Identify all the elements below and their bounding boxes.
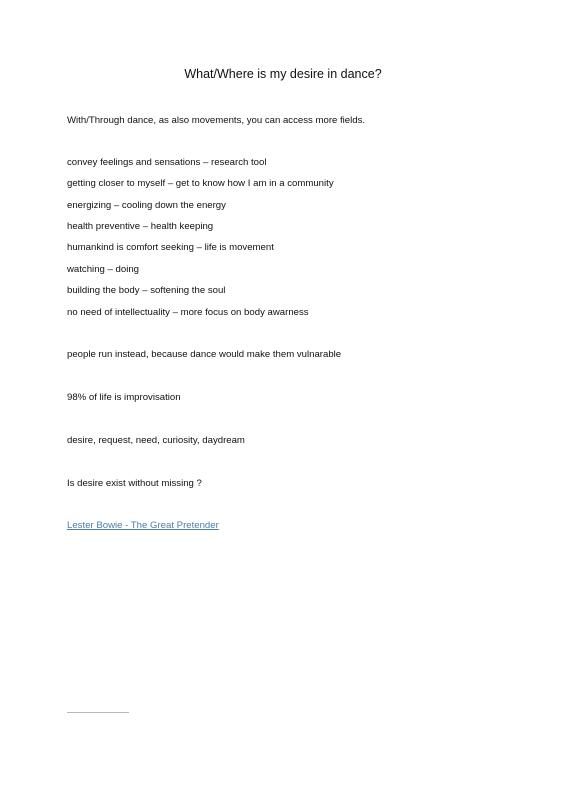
- list-item: energizing – cooling down the energy: [67, 200, 226, 211]
- list-item: health preventive – health keeping: [67, 221, 214, 232]
- footnote-mark-graphic: [67, 711, 129, 714]
- list-item: watching – doing: [67, 264, 140, 275]
- keywords-line: desire, request, need, curiosity, daydream: [67, 435, 245, 446]
- page-title: What/Where is my desire in dance?: [184, 67, 382, 81]
- question-line: Is desire exist without missing ?: [67, 478, 202, 489]
- list-item: convey feelings and sensations – research tool: [67, 157, 267, 168]
- statement-improvisation: 98% of life is improvisation: [67, 392, 181, 403]
- list-item: humankind is comfort seeking – life is movement: [67, 242, 274, 253]
- list-item: building the body – softening the soul: [67, 285, 226, 296]
- list-item: no need of intellectuality – more focus on body awarness: [67, 307, 309, 318]
- tiny-footnote-mark: [67, 711, 129, 714]
- statement-run: people run instead, because dance would make them vulnarable: [67, 349, 342, 360]
- intro-text: With/Through dance, as also movements, you can access more fields.: [67, 115, 366, 126]
- music-link[interactable]: Lester Bowie - The Great Pretender: [67, 520, 219, 531]
- list-item: getting closer to myself – get to know how I am in a community: [67, 178, 334, 189]
